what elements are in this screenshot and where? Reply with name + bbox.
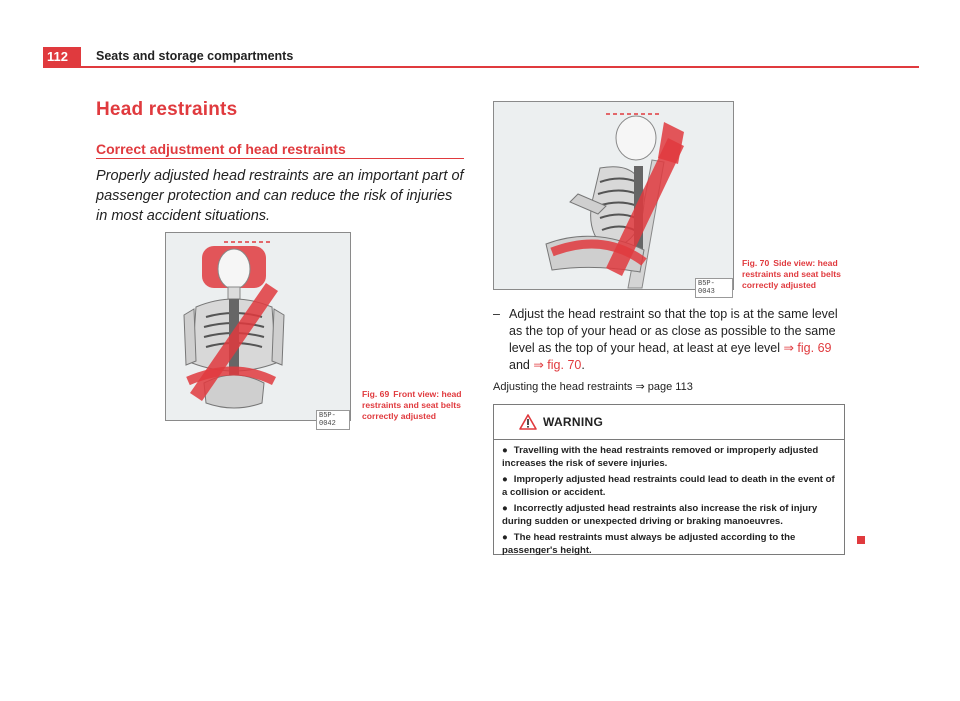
section-title: Head restraints [96, 99, 238, 120]
section-end-marker [857, 536, 865, 544]
warning-item-text: Incorrectly adjusted head restraints also increase the risk of injury during sudden or unexpected driving or braking manoeuvres. [502, 503, 818, 527]
bullet: ● [502, 445, 508, 456]
warning-item [502, 502, 836, 528]
page-number: 112 [43, 47, 81, 67]
bullet: ● [502, 474, 508, 485]
figure-code: B5P-0043 [695, 278, 733, 298]
section-subtitle: Correct adjustment of head restraints [96, 141, 346, 157]
subtitle-rule [96, 158, 464, 159]
step-text [509, 306, 853, 374]
warning-triangle-icon [519, 414, 537, 430]
figure-70-side-view [493, 101, 734, 296]
warning-item-text: Travelling with the head restraints removed or improperly adjusted increases the risk of severe injuries. [502, 445, 819, 469]
figure-69-caption [362, 389, 466, 422]
warning-box [493, 404, 845, 555]
front-view-illustration [166, 233, 350, 420]
step-text-body: Adjust the head restraint so that the top is at the same level as the top of your head or as close as possible to the same level as the top of your head, at least at eye level [509, 307, 838, 355]
figure-70-caption [742, 258, 852, 291]
caption-text: Side view: head restraints and seat belts correctly adjusted [742, 258, 841, 290]
step-dash: – [493, 307, 500, 321]
warning-item-text: The head restraints must always be adjusted according to the passenger's height. [502, 532, 796, 556]
warning-header [494, 405, 844, 440]
bullet: ● [502, 503, 508, 514]
adjusting-reference[interactable]: Adjusting the head restraints ⇒ page 113 [493, 381, 693, 393]
caption-text: Front view: head restraints and seat belts correctly adjusted [362, 389, 462, 421]
instruction-step [493, 306, 853, 374]
bullet: ● [502, 532, 508, 543]
fig-70-link[interactable]: ⇒ fig. 70 [533, 358, 582, 372]
warning-list [494, 440, 844, 557]
fig-69-link[interactable]: ⇒ fig. 69 [783, 341, 832, 355]
figure-number: Fig. 70 [742, 258, 770, 268]
header-rule [43, 66, 919, 68]
figure-code: B5P-0042 [316, 410, 350, 430]
step-text-end: . [581, 358, 585, 372]
side-view-illustration [494, 102, 733, 289]
warning-title: WARNING [543, 415, 604, 429]
running-title: Seats and storage compartments [96, 49, 294, 63]
step-text-and: and [509, 358, 534, 372]
warning-item [502, 444, 836, 470]
figure-number: Fig. 69 [362, 389, 390, 399]
warning-item [502, 531, 836, 557]
warning-item-text: Improperly adjusted head restraints could lead to death in the event of a collision or accident. [502, 474, 835, 498]
figure-69-front-view [165, 232, 351, 428]
intro-paragraph: Properly adjusted head restraints are an important part of passenger protection and can reduce the risk of injuries in most accident situations. [96, 168, 464, 224]
warning-item [502, 473, 836, 499]
